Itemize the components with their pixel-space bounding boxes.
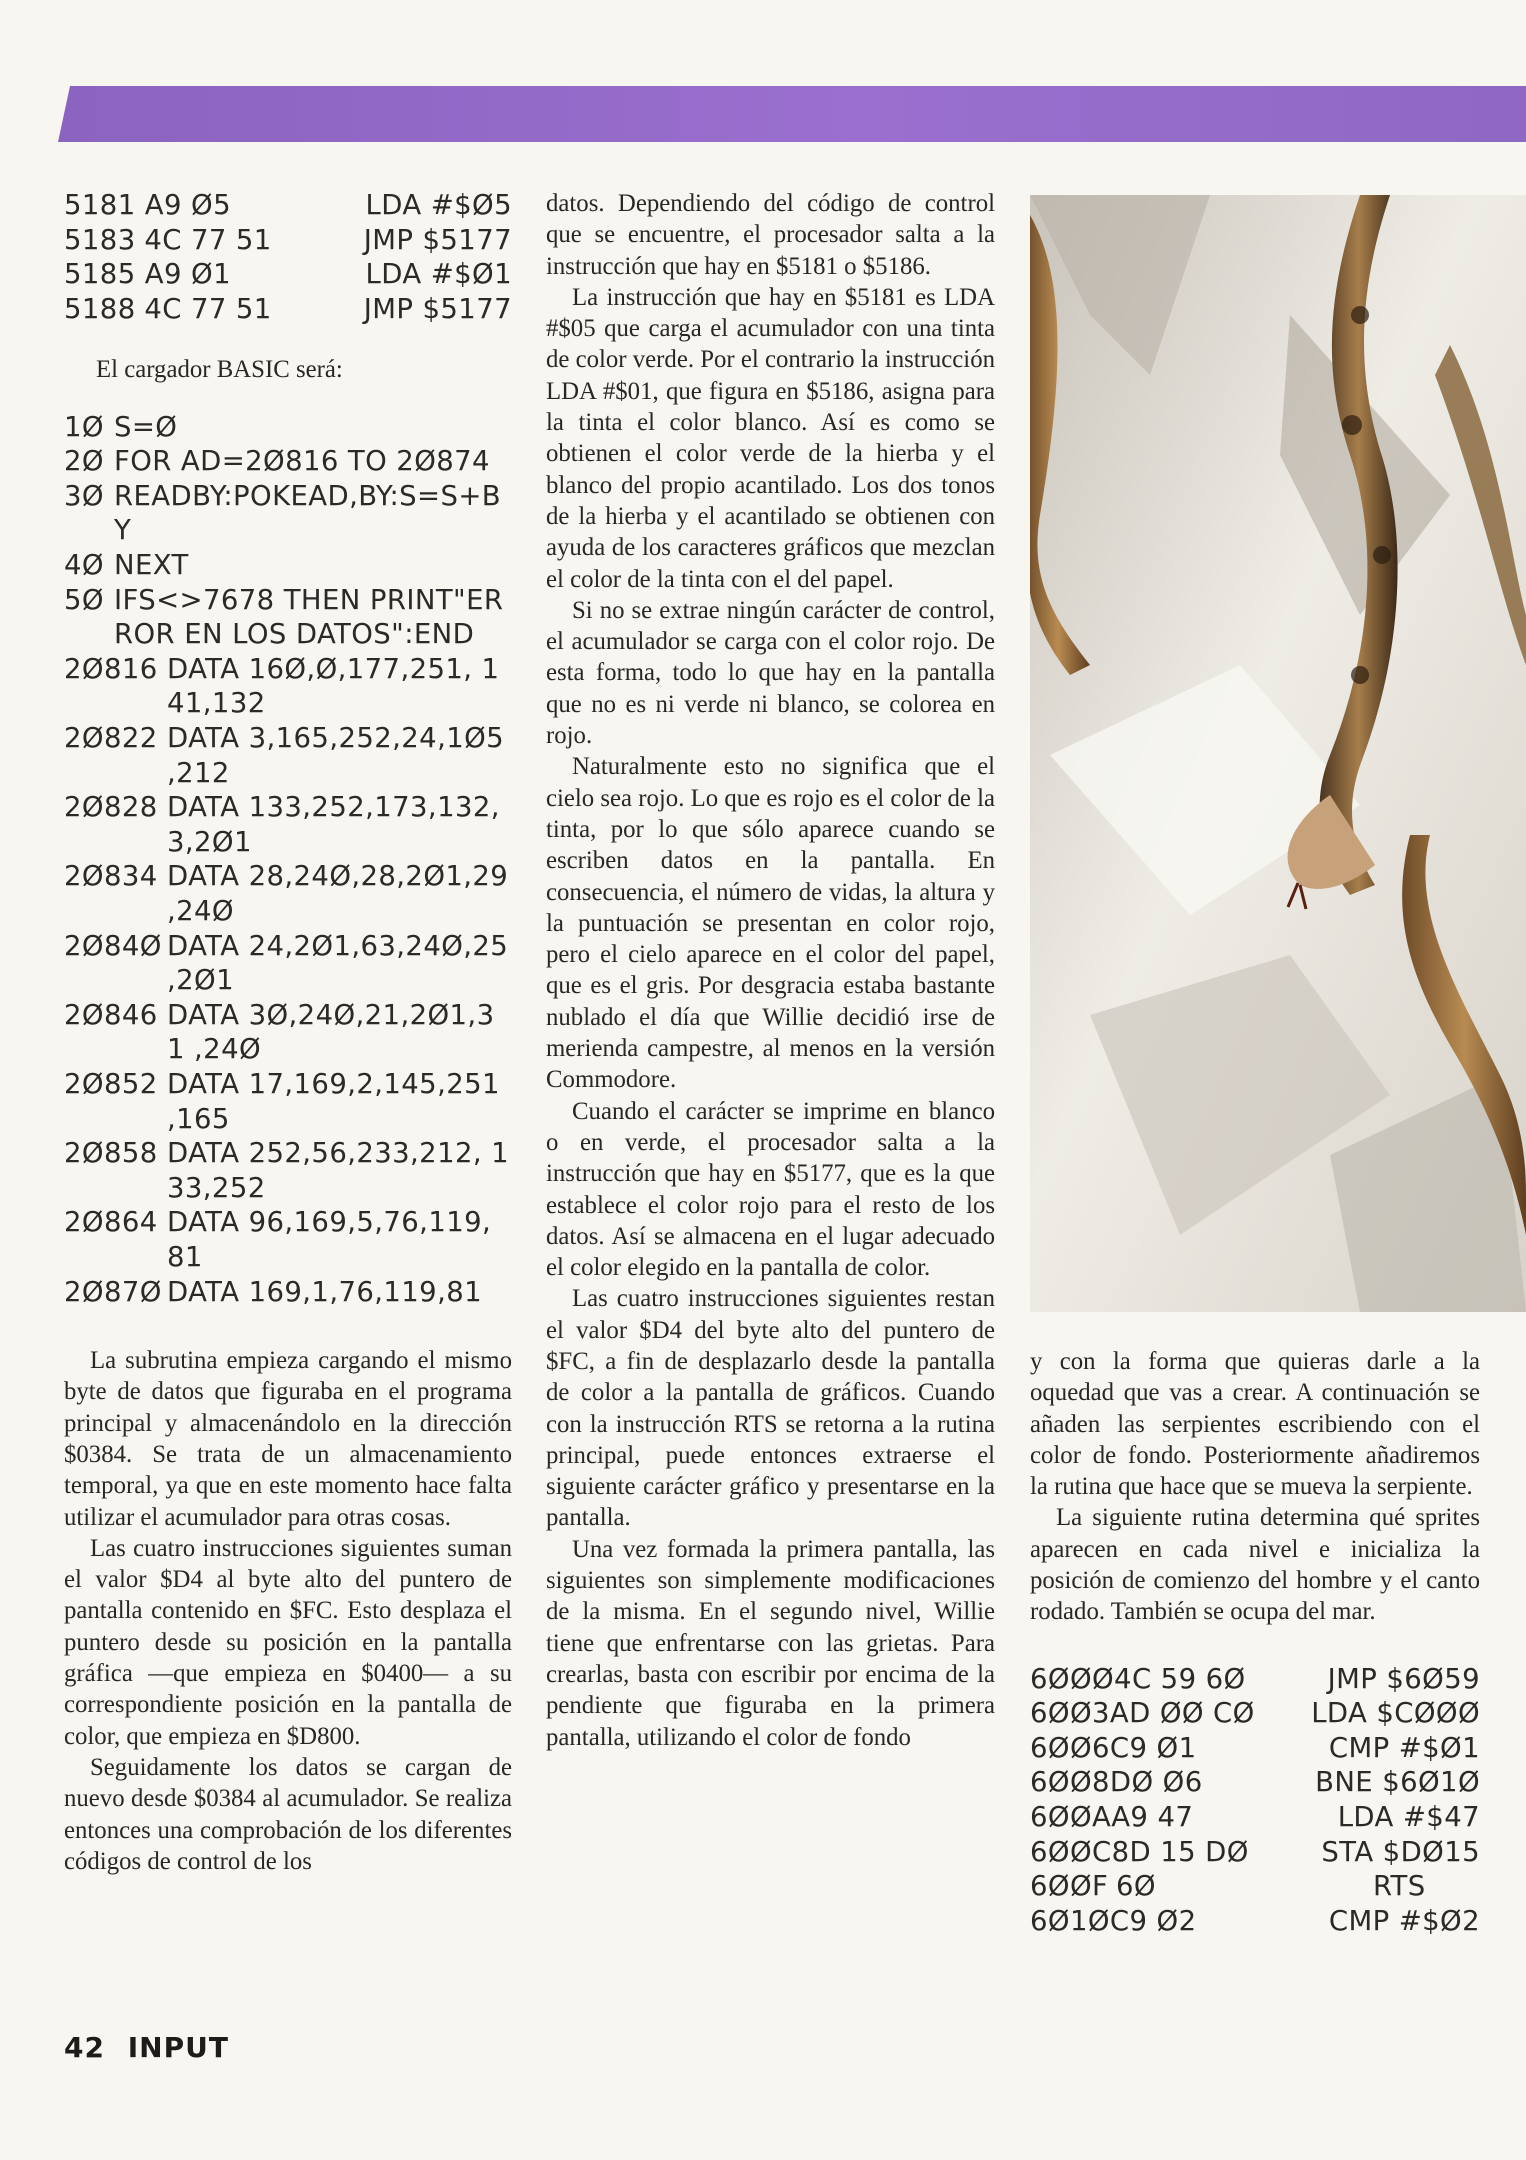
assembly-listing-b: [1030, 1662, 1480, 1939]
assembly-line: [1030, 1765, 1480, 1800]
basic-statement: S=Ø: [114, 410, 178, 443]
assembly-line: [1030, 1904, 1480, 1939]
assembly-instruction: LDA $CØØØ: [1311, 1697, 1480, 1730]
basic-statement: NEXT: [114, 549, 189, 582]
basic-statement: DATA 133,252,173,132, 3,2Ø1: [167, 791, 500, 858]
assembly-hex: AD ØØ CØ: [1109, 1697, 1255, 1730]
basic-line-number: 2Ø87Ø: [64, 1275, 162, 1308]
basic-line: [64, 998, 512, 1067]
basic-statement: DATA 169,1,76,119,81: [167, 1275, 483, 1308]
basic-line: [64, 652, 512, 721]
basic-line: [64, 1136, 512, 1205]
assembly-hex: C9 Ø1: [1109, 1731, 1197, 1764]
assembly-instruction: STA $DØ15: [1321, 1835, 1480, 1868]
column-1-text: [64, 1345, 512, 1877]
basic-line: [64, 1275, 512, 1310]
column-2: [546, 188, 995, 1753]
assembly-address: 6ØØA: [1030, 1801, 1112, 1834]
basic-line-number: 2Ø864: [64, 1206, 158, 1239]
column-1: [64, 188, 512, 1877]
assembly-address: 6ØØF: [1030, 1870, 1109, 1903]
assembly-instruction: LDA #$Ø5: [365, 189, 512, 221]
page-folio: [64, 2031, 229, 2064]
basic-statement: DATA 3Ø,24Ø,21,2Ø1,31 ,24Ø: [167, 998, 495, 1066]
header-color-band: [58, 86, 1526, 142]
body-paragraph: y con la forma que quieras darle a la oquedad que vas a crear. A continuación se añaden las serpientes escribiendo con el color de fondo. Posteriormente añadiremos la rutina que hace que se mueva la serpiente.: [1030, 1348, 1480, 1501]
assembly-listing-a: [64, 188, 512, 326]
assembly-line: [64, 257, 512, 292]
basic-line-number: 1Ø: [64, 410, 104, 443]
column-2-text: [546, 188, 995, 1753]
assembly-instruction: BNE $6Ø1Ø: [1315, 1766, 1480, 1799]
assembly-line: [64, 223, 512, 258]
assembly-instruction: LDA #$Ø1: [365, 258, 512, 291]
assembly-hex: 8D 15 DØ: [1111, 1835, 1249, 1868]
assembly-line: [1030, 1835, 1480, 1870]
page-number: 42: [64, 2031, 105, 2064]
assembly-instruction: JMP $6Ø59: [1327, 1662, 1480, 1695]
column-3: [1030, 1346, 1480, 1938]
basic-line-number: 2Ø84Ø: [64, 929, 162, 962]
assembly-hex: 6Ø: [1116, 1870, 1156, 1903]
assembly-hex: A9 47: [1111, 1801, 1194, 1834]
assembly-line: [64, 292, 512, 327]
assembly-instruction: JMP $5177: [363, 292, 512, 325]
body-paragraph: Seguidamente los datos se cargan de nuevo desde $0384 al acumulador. Se realiza entonces una comprobación de los diferentes códigos de control de los: [64, 1753, 512, 1875]
basic-line: [64, 790, 512, 859]
body-paragraph: La subrutina empieza cargando el mismo byte de datos que figuraba en el programa principal y almacenándolo en la dirección $0384. Se trata de un almacenamiento temporal, ya que en este momento hace falta utilizar el acumulador para otras cosas.: [64, 1347, 512, 1531]
basic-line-number: 2Ø858: [64, 1137, 158, 1170]
basic-statement: DATA 28,24Ø,28,2Ø1,29 ,24Ø: [167, 860, 509, 927]
assembly-address: 6ØØ8: [1030, 1766, 1110, 1799]
assembly-instruction: LDA #$47: [1337, 1801, 1480, 1834]
assembly-address: 5181: [64, 189, 136, 221]
basic-line-number: 2Ø: [64, 445, 104, 478]
assembly-instruction: CMP #$Ø1: [1328, 1731, 1480, 1764]
body-paragraph: Naturalmente esto no significa que el cielo sea rojo. Lo que es rojo es el color de la tinta, por lo que sólo aparece cuando se escriben datos en la pantalla. En consecuencia, el número de vidas, la altura y la puntuación se presentan en color rojo, pero el cielo aparece en el color del papel, que es el gris. Por desgracia estaba bastante nublado el día que Willie decidió irse de merienda campestre, al menos en la versión Commodore.: [546, 753, 995, 1094]
assembly-hex: C9 Ø2: [1109, 1904, 1197, 1937]
basic-line: [64, 479, 512, 548]
assembly-address: 6ØØC: [1030, 1835, 1112, 1868]
body-paragraph: Las cuatro instrucciones siguientes suman el valor $D4 al byte alto del puntero de pantalla contenido en $FC. Esto desplaza el puntero desde su posición en la pantalla gráfica —que empieza en $0400— a su correspondiente posición en la pantalla de color, que empieza en $D800.: [64, 1534, 512, 1750]
assembly-address: 5188: [64, 292, 136, 325]
basic-line-number: 2Ø846: [64, 998, 158, 1031]
basic-line: [64, 721, 512, 790]
assembly-address: 5183: [64, 223, 136, 256]
basic-statement: DATA 96,169,5,76,119, 81: [167, 1206, 492, 1273]
assembly-hex: 4C 59 6Ø: [1114, 1662, 1246, 1695]
basic-line-number: 2Ø834: [64, 860, 158, 893]
basic-line-number: 5Ø: [64, 583, 104, 616]
body-paragraph: La siguiente rutina determina qué sprites aparecen en cada nivel e inicializa la posición de comienzo del hombre y el canto rodado. También se ocupa del mar.: [1030, 1504, 1480, 1626]
basic-line: [64, 859, 512, 928]
assembly-address: 5185: [64, 258, 136, 291]
basic-line: [64, 444, 512, 479]
body-paragraph: Una vez formada la primera pantalla, las siguientes son simplemente modificaciones de la misma. En el segundo nivel, Willie tiene que enfrentarse con las grietas. Para crearlas, basta con escribir por encima de la pendiente que figuraba en la primera pantalla, utilizando el color de fondo: [546, 1535, 995, 1751]
basic-line: [64, 410, 512, 445]
body-paragraph: Las cuatro instrucciones siguientes restan el valor $D4 del byte alto del puntero de $FC, a fin de desplazarlo desde la pantalla de color a la pantalla de gráficos. Cuando con la instrucción RTS se retorna a la rutina principal, puede entonces extraerse el siguiente carácter gráfico y presentarse en la pantalla.: [546, 1285, 995, 1532]
basic-line-number: 2Ø828: [64, 791, 158, 824]
assembly-line: [1030, 1869, 1480, 1904]
assembly-instruction: RTS: [1373, 1870, 1426, 1903]
assembly-instruction: JMP $5177: [363, 223, 512, 256]
basic-program-listing: [64, 410, 512, 1309]
basic-line-number: 2Ø822: [64, 722, 158, 755]
basic-line: [64, 548, 512, 583]
basic-statement: IFS<>7678 THEN PRINT"ERROR EN LOS DATOS":END: [114, 583, 504, 651]
basic-line: [64, 1205, 512, 1274]
assembly-address: 6ØØ6: [1030, 1731, 1110, 1764]
body-paragraph: datos. Dependiendo del código de control que se encuentre, el procesador salta a la instrucción que hay en $5181 o $5186.: [546, 190, 995, 280]
basic-line-number: 2Ø816: [64, 652, 158, 685]
assembly-hex: A9 Ø1: [144, 258, 231, 291]
assembly-hex: 4C 77 51: [144, 292, 272, 325]
assembly-line: [1030, 1662, 1480, 1697]
assembly-line: [64, 188, 512, 223]
basic-statement: FOR AD=2Ø816 TO 2Ø874: [114, 445, 490, 478]
basic-statement: DATA 252,56,233,212, 133,252: [167, 1137, 510, 1204]
basic-line: [64, 1067, 512, 1136]
basic-statement: DATA 17,169,2,145,251 ,165: [167, 1067, 500, 1135]
assembly-instruction: CMP #$Ø2: [1328, 1904, 1480, 1937]
assembly-line: [1030, 1696, 1480, 1731]
magazine-name: INPUT: [127, 2031, 229, 2064]
assembly-line: [1030, 1731, 1480, 1766]
basic-statement: DATA 24,2Ø1,63,24Ø,25 ,2Ø1: [167, 929, 509, 997]
assembly-address: 6ØØ3: [1030, 1697, 1110, 1730]
assembly-hex: 4C 77 51: [144, 223, 272, 256]
assembly-line: [1030, 1800, 1480, 1835]
snake-photo: [1030, 195, 1526, 1312]
basic-line-number: 4Ø: [64, 549, 104, 582]
column-3-text: [1030, 1346, 1480, 1628]
basic-statement: READBY:POKEAD,BY:S=S+B Y: [114, 479, 502, 547]
basic-line: [64, 929, 512, 998]
body-paragraph: Cuando el carácter se imprime en blanco o en verde, el procesador salta a la instrucción que hay en $5177, que es la que establece el color rojo para el resto de los datos. Así se almacena en el lugar adecuado el color elegido en la pantalla de color.: [546, 1097, 995, 1282]
body-paragraph: La instrucción que hay en $5181 es LDA #$05 que carga el acumulador con una tinta de color verde. Por el contrario la instrucción LDA #$01, que figura en $5186, asigna para la tinta el color blanco. Así es como se obtienen el color verde de la hierba y el blanco del propio acantilado. Los dos tonos de la hierba y el acantilado se obtienen con ayuda de los caracteres gráficos que mezclan el color de la tinta con el del papel.: [546, 283, 995, 593]
basic-statement: DATA 16Ø,Ø,177,251, 141,132: [167, 652, 500, 720]
assembly-hex: A9 Ø5: [144, 189, 231, 221]
basic-statement: DATA 3,165,252,24,1Ø5 ,212: [167, 722, 505, 789]
basic-line-number: 3Ø: [64, 479, 104, 512]
assembly-hex: DØ Ø6: [1109, 1766, 1203, 1799]
body-paragraph: Si no se extrae ningún carácter de control, el acumulador se carga con el color rojo. De esta forma, todo lo que hay en la pantalla que no es ni verde ni blanco, se colorea en rojo.: [546, 596, 995, 750]
assembly-address: 6Ø1Ø: [1030, 1904, 1110, 1937]
basic-line: [64, 583, 512, 652]
basic-line-number: 2Ø852: [64, 1067, 158, 1100]
basic-intro: El cargador BASIC será:: [96, 356, 343, 384]
assembly-address: 6ØØØ: [1030, 1662, 1115, 1695]
